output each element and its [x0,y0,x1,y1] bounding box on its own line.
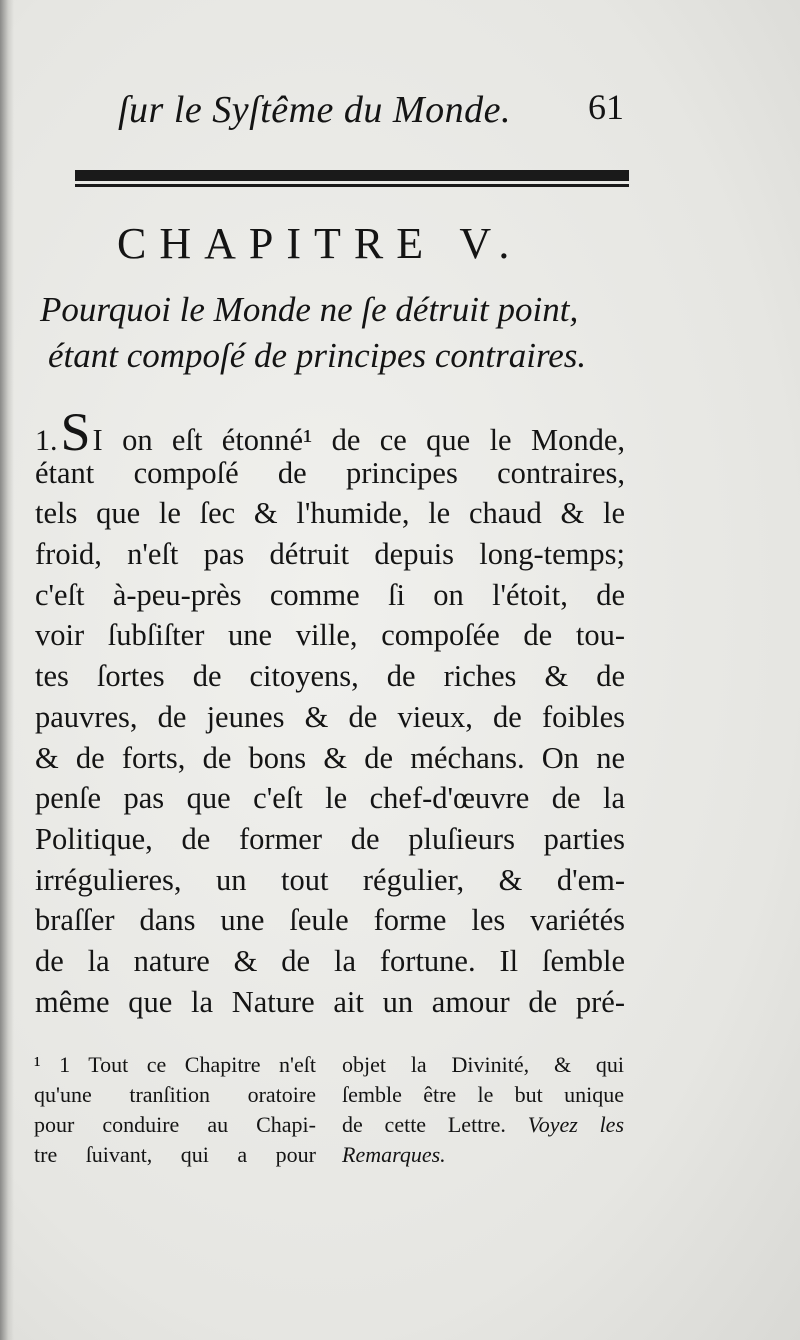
body-line: pauvres, de jeunes & de vieux, de foibles [35,699,625,734]
body-line: braſſer dans une ſeule forme les variétés [35,903,625,938]
drop-cap: S [60,402,91,462]
footnote-line-text: de cette Lettre. [342,1112,506,1137]
footnote-left-column [34,1050,316,1170]
body-line: froid, n'eſt pas détruit depuis long-temps; [35,537,625,572]
page-gutter-shadow [0,0,14,1340]
body-line: & de forts, de bons & de méchans. On ne [35,740,625,775]
body-line: de la nature & de la fortune. Il ſemble [35,943,625,978]
paragraph-number: 1. [35,424,58,457]
footnote-line: ¹ 1 Tout ce Chapitre n'eſt [34,1052,316,1077]
page-number: 61 [588,87,624,127]
footnote-line: Remarques. [342,1142,446,1167]
body-line: penſe pas que c'eſt le chef-d'œuvre de la [35,781,625,816]
body-line: voir ſubſiſter une ville, compoſée de tou- [35,618,625,653]
body-first-line [35,402,625,462]
body-paragraph [35,402,625,1022]
footnote-line-with-reference [342,1110,624,1140]
body-line: I on eſt étonné¹ de ce que le Monde, [92,423,625,457]
body-line: étant compoſé de principes contraires, [35,455,625,490]
body-line: tes ſortes de citoyens, de riches & de [35,659,625,694]
body-line: même que la Nature ait un amour de pré- [35,984,625,1019]
footnote-line: objet la Divinité, & qui [342,1052,624,1077]
chapter-subtitle-line: étant compoſé de principes contraires. [48,336,587,375]
body-line: Politique, de former de pluſieurs parties [35,821,625,856]
header-rule [75,170,629,187]
body-line: tels que le ſec & l'humide, le chaud & le [35,496,625,531]
chapter-title: CHAPITRE V. [117,219,523,268]
running-head: ſur le Syſtême du Monde. [118,89,511,131]
chapter-subtitle-line: Pourquoi le Monde ne ſe détruit point, [40,290,579,329]
footnote-line: tre ſuivant, qui a pour [34,1142,316,1167]
footnote-line: qu'une tranſition oratoire [34,1082,316,1107]
body-line: irrégulieres, un tout régulier, & d'em- [35,862,625,897]
footnote-line: pour conduire au Chapi- [34,1112,316,1137]
footnote-right-column [342,1050,624,1170]
footnote-reference: Voyez les [527,1112,625,1137]
footnote-line: ſemble être le but unique [342,1082,624,1107]
body-line: c'eſt à-peu-près comme ſi on l'étoit, de [35,577,625,612]
